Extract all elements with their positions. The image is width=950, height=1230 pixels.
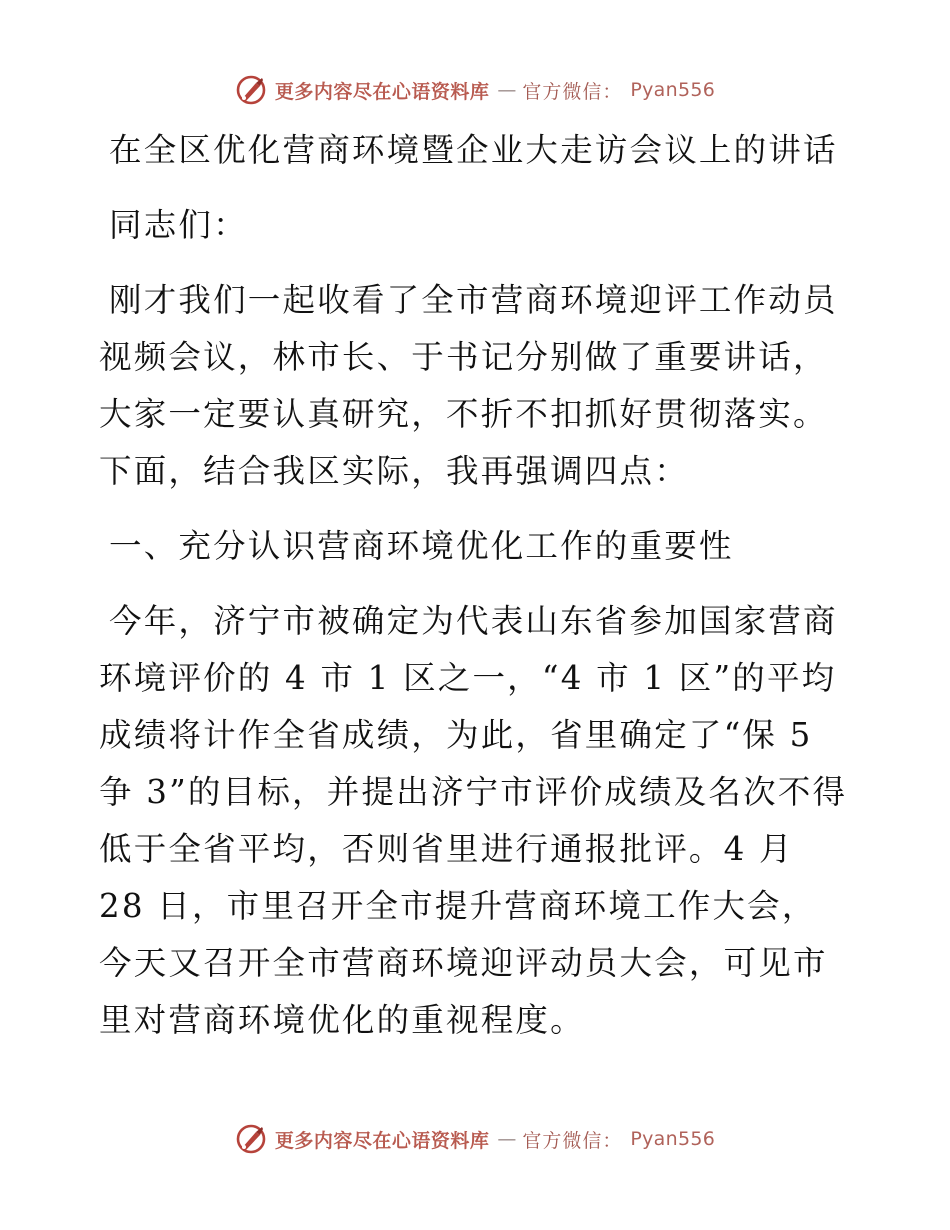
- watermark-banner-bottom: [0, 1121, 950, 1157]
- watermark-wechat-id: Pyan556: [630, 1128, 716, 1150]
- quill-logo-icon: [235, 1123, 267, 1155]
- watermark-main-text: 更多内容尽在心语资料库: [274, 1129, 490, 1152]
- greeting: 同志们：: [109, 206, 248, 244]
- document-title: 在全区优化营商环境暨企业大走访会议上的讲话: [109, 131, 838, 169]
- paragraph-1: 刚才我们一起收看了全市营商环境迎评工作动员视频会议，林市长、于书记分别做了重要讲话，大家一定要认真研究，不折不扣抓好贯彻落实。下面，结合我区实际，我再强调四点：: [99, 281, 838, 490]
- watermark-separator: —: [497, 1128, 515, 1150]
- watermark-banner-top: [0, 72, 950, 108]
- quill-logo-icon: [235, 74, 267, 106]
- document-body: [99, 122, 851, 1049]
- paragraph-2: 今年，济宁市被确定为代表山东省参加国家营商环境评价的 4 市 1 区之一，“4 市 1 区”的平均成绩将计作全省成绩，为此，省里确定了“保 5 争 3”的目标，并提出济宁市评价成绩及名次不得低于全省平均，否则省里进行通报批评。4 月 28 日，市里召开全市提升营商环境工作大会，今天又召开全市营商环境迎评动员大会，可见市里对营商环境优化的重视程度。: [99, 602, 848, 1039]
- watermark-main-text: 更多内容尽在心语资料库: [274, 80, 490, 103]
- watermark-wechat-label: 官方微信：: [522, 80, 623, 103]
- watermark-separator: —: [497, 79, 515, 101]
- watermark-wechat-label: 官方微信：: [522, 1129, 623, 1152]
- section-heading-1: 一、充分认识营商环境优化工作的重要性: [109, 527, 734, 565]
- watermark-wechat-id: Pyan556: [630, 79, 716, 101]
